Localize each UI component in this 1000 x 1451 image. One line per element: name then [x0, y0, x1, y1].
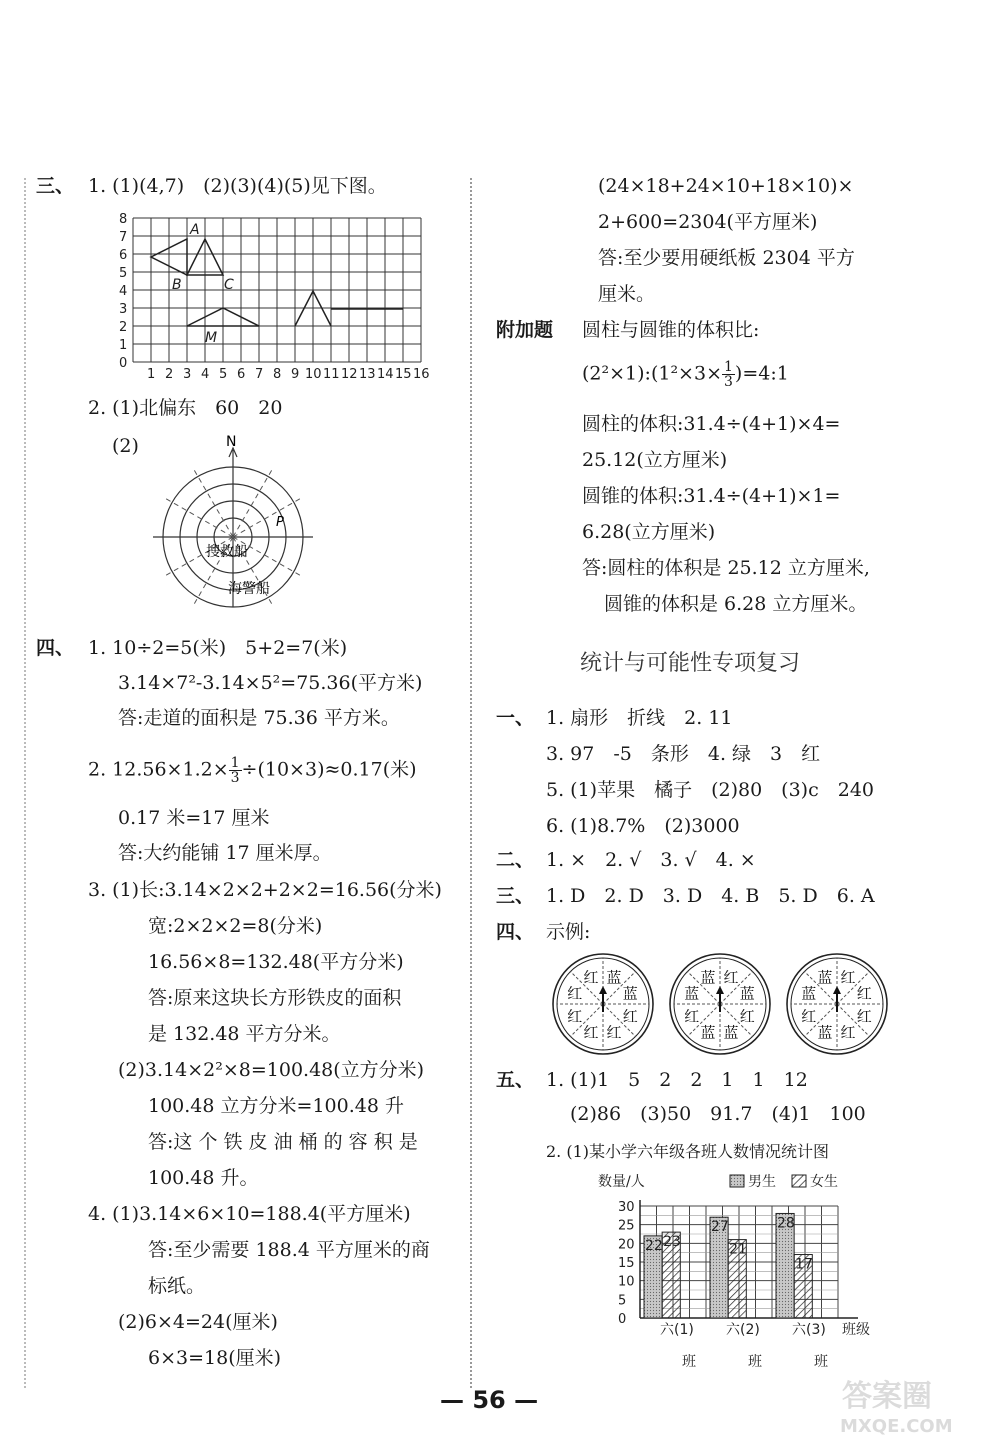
x-tick-label: 3 [183, 367, 192, 382]
q2-heading: 二、 [496, 849, 535, 871]
sector-label: 红 [723, 968, 739, 987]
sector-label: 蓝 [684, 984, 700, 1003]
point-P-label: P [276, 515, 284, 530]
q2-line1: 1. × 2. √ 3. √ 4. × [546, 849, 756, 871]
sector-label: 红 [567, 1007, 583, 1026]
compass-diagram [148, 430, 318, 620]
y-tick-label: 6 [119, 248, 128, 263]
police-ship-label: 海警船 [228, 581, 270, 597]
bar-value-label: 21 [729, 1241, 747, 1258]
y-tick-label: 2 [119, 320, 128, 335]
watermark-top: 答案圈 [842, 1379, 932, 1414]
fraction-denominator: 3 [724, 374, 733, 390]
s4-q4-line1: 4. (1)3.14×6×10=188.4(平方厘米) [88, 1203, 411, 1225]
extra-line2 [582, 360, 789, 389]
s4-q4-line5: 6×3=18(厘米) [148, 1347, 282, 1369]
y-tick-label: 0 [618, 1312, 627, 1327]
q1-line2: 3. 97 -5 条形 4. 绿 3 红 [546, 743, 821, 765]
watermark-logo [836, 1370, 986, 1438]
y-tick-label: 0 [119, 356, 128, 371]
x-tick-label: 7 [255, 367, 264, 382]
q1-line4: 6. (1)8.7% (2)3000 [546, 815, 740, 837]
s3-q2-part2: (2) [112, 435, 139, 457]
fraction-numerator: 1 [230, 755, 240, 771]
q3-line1: 1. D 2. D 3. D 4. B 5. D 6. A [546, 885, 875, 907]
bar-value-label: 27 [711, 1219, 729, 1236]
right-line3: 答:至少要用硬纸板 2304 平方 [598, 247, 855, 269]
x-tick-label: 9 [291, 367, 300, 382]
extra-part-a: (2²×1):(1²×3× [582, 362, 722, 385]
label-A: A [190, 222, 200, 238]
y-tick-label: 5 [119, 266, 128, 281]
q3-heading: 三、 [496, 885, 535, 907]
s4-q2-part-b: ÷(10×3)≈0.17(米) [241, 758, 417, 781]
s4-q3-line8: 答:这 个 铁 皮 油 桶 的 容 积 是 [148, 1131, 418, 1153]
fraction-one-third [722, 360, 735, 389]
y-tick-label: 7 [119, 230, 128, 245]
s4-q4-line4: (2)6×4=24(厘米) [118, 1311, 278, 1333]
extra-part-b: )=4:1 [734, 362, 789, 385]
q1-line3: 5. (1)苹果 橘子 (2)80 (3)c 240 [546, 779, 874, 801]
fraction-denominator: 3 [230, 770, 240, 786]
spinner-1 [553, 954, 653, 1054]
q4-heading: 四、 [496, 921, 535, 943]
y-tick-label: 3 [119, 302, 128, 317]
extra-line1: 圆柱与圆锥的体积比: [582, 319, 760, 341]
s4-q1-line3: 答:走道的面积是 75.36 平方米。 [118, 707, 400, 729]
x-category-label: 六(2) [726, 1322, 760, 1338]
sector-label: 蓝 [606, 968, 622, 987]
sector-label: 红 [684, 1007, 700, 1026]
y-tick-label: 1 [119, 338, 128, 353]
rescue-ship-label: 搜救船 [206, 544, 248, 560]
x-tick-label: 8 [273, 367, 282, 382]
s3-q2-answer: 2. (1)北偏东 60 20 [88, 397, 283, 419]
sector-label: 蓝 [700, 1023, 716, 1042]
x-tick-label: 16 [413, 367, 430, 382]
sector-label: 红 [583, 968, 599, 987]
north-label: N [226, 434, 237, 450]
s4-q3-line2: 宽:2×2×2=8(分米) [148, 915, 323, 937]
right-line1: (24×18+24×10+18×10)× [598, 175, 854, 197]
x-tick-label: 1 [147, 367, 156, 382]
x-tick-label: 11 [323, 367, 340, 382]
sector-label: 蓝 [817, 1023, 833, 1042]
label-C: C [224, 277, 234, 293]
extra-line6: 6.28(立方厘米) [582, 521, 716, 543]
x-category-suffix: 班 [814, 1354, 828, 1370]
x-tick-label: 2 [165, 367, 174, 382]
legend-male-swatch [730, 1175, 744, 1187]
section-title: 统计与可能性专项复习 [580, 651, 801, 676]
q5-heading: 五、 [496, 1069, 535, 1091]
legend-female-swatch [792, 1175, 806, 1187]
x-tick-label: 6 [237, 367, 246, 382]
pointer-arrow-icon [716, 986, 724, 994]
q4-line1: 示例: [546, 921, 591, 943]
right-line4: 厘米。 [598, 283, 656, 305]
sector-label: 红 [801, 1007, 817, 1026]
extra-line4: 25.12(立方厘米) [582, 449, 728, 471]
bar-chart [598, 1168, 888, 1373]
sector-label: 红 [739, 1007, 755, 1026]
page-number: — 56 — [440, 1386, 539, 1414]
s4-q4-line2: 答:至少需要 188.4 平方厘米的商 [148, 1239, 430, 1261]
x-tick-label: 14 [377, 367, 394, 382]
s4-q3-line6: (2)3.14×2²×8=100.48(立方分米) [118, 1059, 425, 1081]
label-B: B [172, 277, 182, 293]
section-4-heading: 四、 [36, 637, 75, 659]
s4-q3-line7: 100.48 立方分米=100.48 升 [148, 1095, 404, 1117]
watermark-bottom: MXQE.COM [840, 1416, 953, 1437]
y-tick-label: 20 [618, 1237, 635, 1253]
bar-value-label: 28 [777, 1215, 795, 1232]
s3-q1-answer: 1. (1)(4,7) (2)(3)(4)(5)见下图。 [88, 175, 387, 197]
bar-value-label: 17 [795, 1256, 813, 1273]
y-tick-label: 30 [618, 1200, 635, 1215]
s4-q1-line2: 3.14×7²-3.14×5²=75.36(平方米) [118, 672, 423, 694]
y-tick-label: 8 [119, 212, 128, 227]
s4-q3-line3: 16.56×8=132.48(平方分米) [148, 951, 404, 973]
s4-q3-line1: 3. (1)长:3.14×2×2+2×2=16.56(分米) [88, 879, 442, 901]
q5-line3: 2. (1)某小学六年级各班人数情况统计图 [546, 1142, 830, 1161]
q5-line1: 1. (1)1 5 2 2 1 1 12 [546, 1069, 808, 1091]
left-margin-rule [24, 178, 26, 1388]
extra-line5: 圆锥的体积:31.4÷(4+1)×1= [582, 485, 841, 507]
s4-q3-line4: 答:原来这块长方形铁皮的面积 [148, 987, 402, 1009]
sector-label: 蓝 [723, 1023, 739, 1042]
s4-q2-part-a: 2. 12.56×1.2× [88, 758, 229, 781]
right-line2: 2+600=2304(平方厘米) [598, 211, 818, 233]
sector-label: 红 [622, 1007, 638, 1026]
x-category-suffix: 班 [748, 1354, 762, 1370]
sector-label: 蓝 [801, 984, 817, 1003]
x-tick-label: 15 [395, 367, 412, 382]
label-M: M [205, 330, 218, 346]
q5-line2: (2)86 (3)50 91.7 (4)1 100 [570, 1103, 866, 1125]
extra-question-heading: 附加题 [496, 319, 554, 341]
legend-female-label: 女生 [810, 1174, 838, 1190]
spinner-3 [787, 954, 887, 1054]
sector-label: 红 [583, 1023, 599, 1042]
sector-label: 蓝 [700, 968, 716, 987]
bar-value-label: 23 [663, 1234, 681, 1251]
x-tick-label: 13 [359, 367, 376, 382]
sector-label: 红 [856, 984, 872, 1003]
s4-q2-line1 [88, 756, 417, 785]
s4-q4-line3: 标纸。 [148, 1275, 206, 1297]
sector-label: 蓝 [622, 984, 638, 1003]
sector-label: 红 [856, 1007, 872, 1026]
s4-q1-line1: 1. 10÷2=5(米) 5+2=7(米) [88, 637, 348, 659]
x-tick-label: 12 [341, 367, 358, 382]
pointer-arrow-icon [833, 986, 841, 994]
sector-label: 蓝 [817, 968, 833, 987]
y-tick-label: 5 [618, 1293, 627, 1309]
sector-label: 红 [606, 1023, 622, 1042]
x-tick-label: 10 [305, 367, 322, 382]
sector-label: 红 [840, 968, 856, 987]
section-3-heading: 三、 [36, 175, 75, 197]
q1-heading: 一、 [496, 707, 535, 729]
x-axis-label: 班级 [842, 1322, 870, 1338]
sector-label: 红 [567, 984, 583, 1003]
y-tick-label: 10 [618, 1274, 635, 1290]
y-axis-label: 数量/人 [598, 1174, 645, 1190]
y-tick-label: 25 [618, 1218, 635, 1234]
extra-line8: 圆锥的体积是 6.28 立方厘米。 [604, 593, 868, 615]
q1-line1: 1. 扇形 折线 2. 11 [546, 707, 733, 729]
s4-q3-line9: 100.48 升。 [148, 1167, 259, 1189]
s4-q3-line5: 是 132.48 平方分米。 [148, 1023, 341, 1045]
s4-q2-line2: 0.17 米=17 厘米 [118, 807, 270, 829]
s4-q2-line3: 答:大约能铺 17 厘米厚。 [118, 842, 332, 864]
spinners [548, 950, 893, 1060]
x-tick-label: 5 [219, 367, 228, 382]
x-category-label: 六(1) [660, 1322, 694, 1338]
extra-line3: 圆柱的体积:31.4÷(4+1)×4= [582, 413, 841, 435]
legend-male-label: 男生 [748, 1174, 776, 1190]
fraction-one-third [229, 756, 242, 785]
x-category-suffix: 班 [682, 1354, 696, 1370]
y-tick-label: 15 [618, 1256, 635, 1271]
extra-line7: 答:圆柱的体积是 25.12 立方厘米, [582, 557, 870, 579]
pointer-arrow-icon [599, 986, 607, 994]
y-tick-label: 4 [119, 284, 128, 299]
fraction-numerator: 1 [724, 359, 733, 375]
coordinate-grid [108, 212, 438, 392]
bar-value-label: 22 [645, 1237, 663, 1254]
x-tick-label: 4 [201, 367, 210, 382]
x-category-label: 六(3) [792, 1322, 826, 1338]
spinner-2 [670, 954, 770, 1054]
sector-label: 蓝 [739, 984, 755, 1003]
column-divider [470, 178, 472, 1388]
sector-label: 红 [840, 1023, 856, 1042]
